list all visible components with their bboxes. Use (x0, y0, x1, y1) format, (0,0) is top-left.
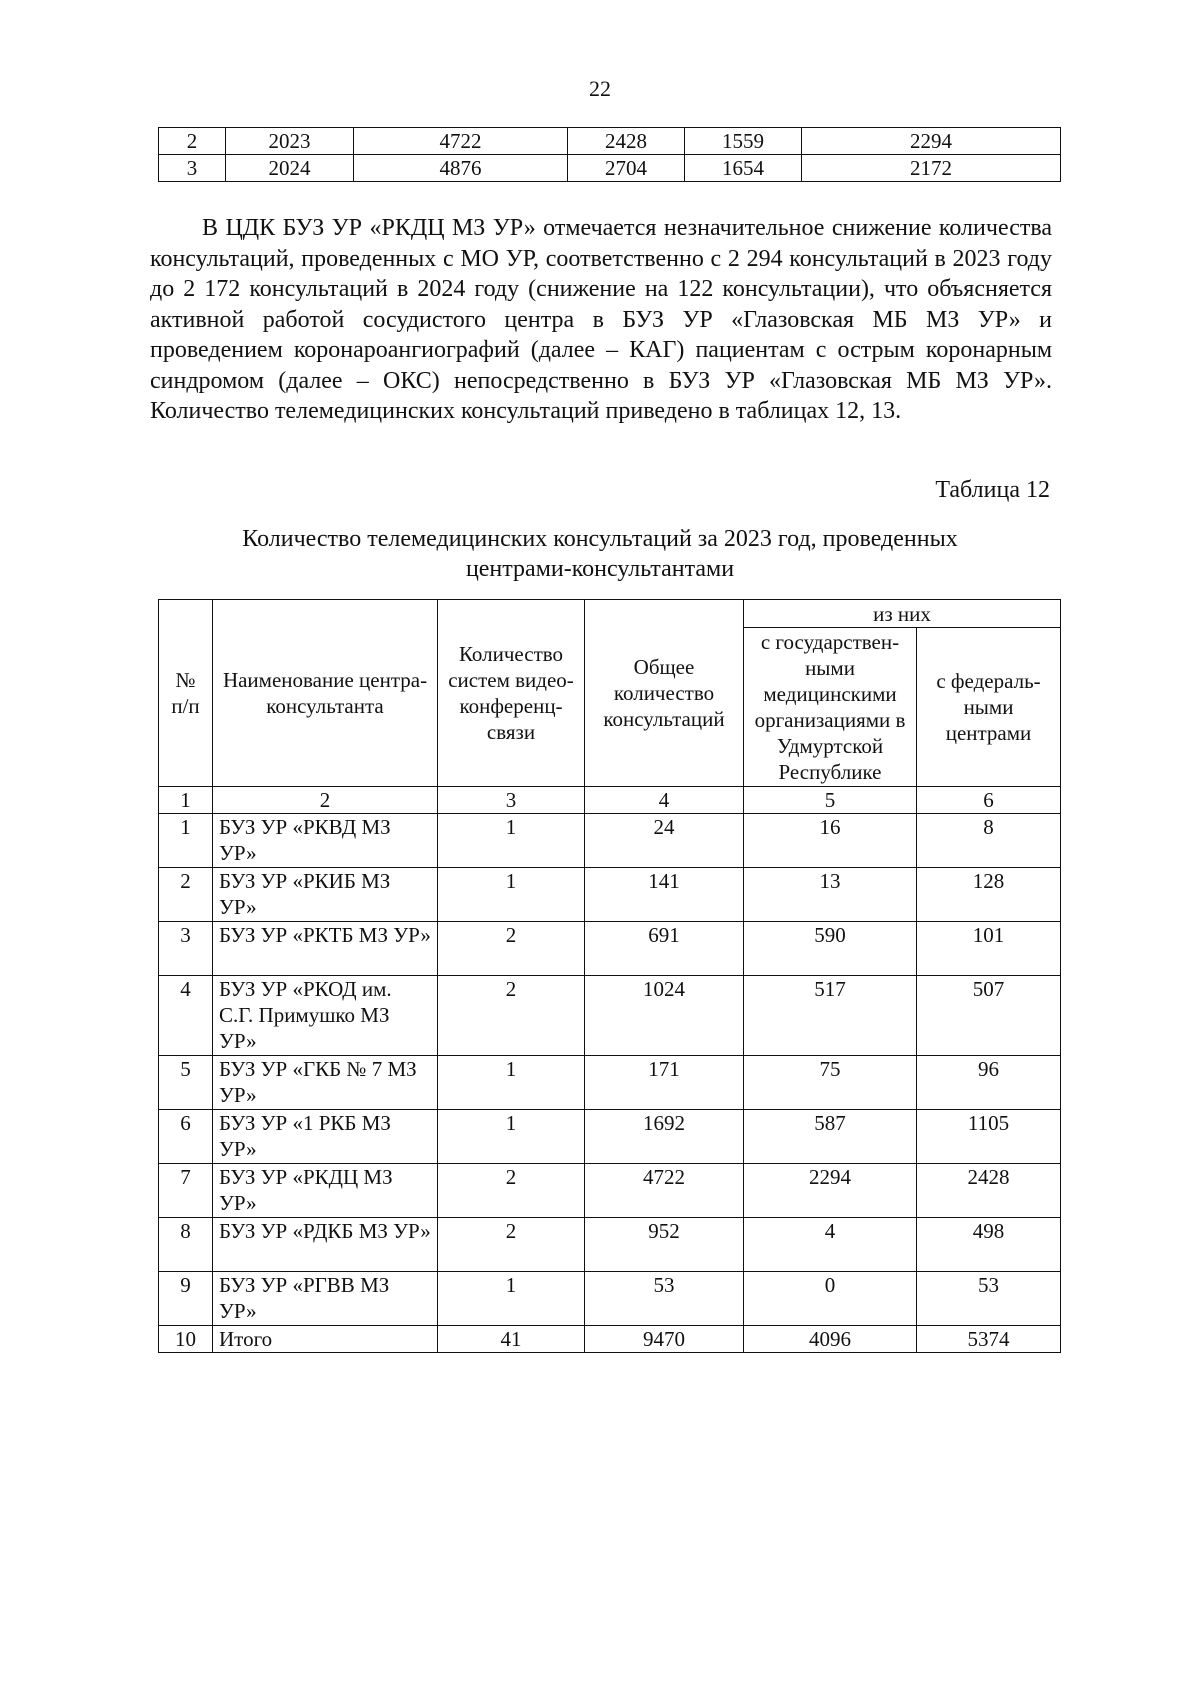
federal-count: 507 (917, 976, 1061, 1056)
table-row (159, 814, 1061, 868)
total-count: 171 (585, 1056, 744, 1110)
state-count: 517 (744, 976, 917, 1056)
state-count: 587 (744, 1110, 917, 1164)
state-count: 0 (744, 1272, 917, 1326)
column-number: 1 (159, 787, 213, 814)
state-count: 590 (744, 922, 917, 976)
federal-count: 53 (917, 1272, 1061, 1326)
systems-count: 1 (438, 1056, 585, 1110)
row-number: 2 (159, 868, 213, 922)
total-count: 24 (585, 814, 744, 868)
center-name: БУЗ УР «РКИБ МЗ УР» (213, 868, 438, 922)
column-number: 4 (585, 787, 744, 814)
header-name: Наименование центра-консультанта (213, 600, 438, 787)
systems-count: 2 (438, 976, 585, 1056)
table-cell: 2024 (226, 155, 354, 182)
systems-count: 2 (438, 1164, 585, 1218)
table-row (159, 1110, 1061, 1164)
center-name: БУЗ УР «ГКБ № 7 МЗ УР» (213, 1056, 438, 1110)
state-count: 4 (744, 1218, 917, 1272)
systems-count: 41 (438, 1326, 585, 1353)
row-number: 5 (159, 1056, 213, 1110)
total-count: 952 (585, 1218, 744, 1272)
total-row (159, 1326, 1061, 1353)
systems-count: 2 (438, 1218, 585, 1272)
header-num: № п/п (159, 600, 213, 787)
continued-table (158, 127, 1061, 182)
row-number: 7 (159, 1164, 213, 1218)
table-cell: 1654 (685, 155, 802, 182)
systems-count: 1 (438, 814, 585, 868)
table-cell: 1559 (685, 128, 802, 155)
table-cell: 2704 (568, 155, 685, 182)
header-state: с государствен-ными медицинскими организациями в Удмуртской Республике (744, 628, 917, 787)
total-count: 1024 (585, 976, 744, 1056)
column-number: 2 (213, 787, 438, 814)
row-number: 8 (159, 1218, 213, 1272)
center-name: БУЗ УР «РДКБ МЗ УР» (213, 1218, 438, 1272)
center-name: БУЗ УР «РКДЦ МЗ УР» (213, 1164, 438, 1218)
total-count: 4722 (585, 1164, 744, 1218)
federal-count: 498 (917, 1218, 1061, 1272)
systems-count: 2 (438, 922, 585, 976)
header-systems: Количество систем видео-конференц-связи (438, 600, 585, 787)
column-number: 3 (438, 787, 585, 814)
table-cell: 2172 (802, 155, 1061, 182)
table-cell: 2 (159, 128, 226, 155)
row-number: 10 (159, 1326, 213, 1353)
table-cell: 2428 (568, 128, 685, 155)
federal-count: 8 (917, 814, 1061, 868)
systems-count: 1 (438, 1272, 585, 1326)
table-caption: Таблица 12 (935, 477, 1050, 503)
paragraph-text: В ЦДК БУЗ УР «РКДЦ МЗ УР» отмечается незначительное снижение количества консультаций, проведенных с МО УР, соответственно с 2 294 консультаций в 2023 году до 2 172 консультаций в 2024 году (снижение на 122 консультации), что объясняется активной работой сосудистого центра в БУЗ УР «Глазовская МБ МЗ УР» и проведением коронароангиографий (далее – КАГ) пациентам с острым коронарным синдромом (далее – ОКС) непосредственно в БУЗ УР «Глазовская МБ МЗ УР». Количество телемедицинских консультаций приведено в таблицах 12, 13. (150, 215, 1052, 424)
table-row (159, 868, 1061, 922)
center-name: БУЗ УР «РКВД МЗ УР» (213, 814, 438, 868)
row-number: 6 (159, 1110, 213, 1164)
table-row (159, 128, 1061, 155)
table-row (159, 1272, 1061, 1326)
table-cell: 4876 (354, 155, 568, 182)
table-row (159, 922, 1061, 976)
header-federal: с федераль-ными центрами (917, 628, 1061, 787)
page-number: 22 (589, 76, 611, 101)
table-row (159, 155, 1061, 182)
federal-count: 2428 (917, 1164, 1061, 1218)
center-name: Итого (213, 1326, 438, 1353)
state-count: 2294 (744, 1164, 917, 1218)
table-row (159, 976, 1061, 1056)
row-number: 9 (159, 1272, 213, 1326)
federal-count: 1105 (917, 1110, 1061, 1164)
federal-count: 96 (917, 1056, 1061, 1110)
federal-count: 5374 (917, 1326, 1061, 1353)
table-cell: 3 (159, 155, 226, 182)
body-paragraph (150, 213, 1052, 427)
center-name: БУЗ УР «РКТБ МЗ УР» (213, 922, 438, 976)
table-title: Количество телемедицинских консультаций за 2023 год, проведенных центрами-консультантами (242, 526, 958, 582)
header-total: Общее количество консультаций (585, 600, 744, 787)
header-of-them: из них (744, 600, 1061, 628)
table-row (159, 1056, 1061, 1110)
row-number: 3 (159, 922, 213, 976)
total-count: 141 (585, 868, 744, 922)
state-count: 4096 (744, 1326, 917, 1353)
center-name: БУЗ УР «РГВВ МЗ УР» (213, 1272, 438, 1326)
table-row (159, 1164, 1061, 1218)
federal-count: 128 (917, 868, 1061, 922)
table-row (159, 1218, 1061, 1272)
table-12 (158, 599, 1061, 1353)
column-number: 5 (744, 787, 917, 814)
state-count: 16 (744, 814, 917, 868)
state-count: 13 (744, 868, 917, 922)
row-number: 1 (159, 814, 213, 868)
row-number: 4 (159, 976, 213, 1056)
total-count: 1692 (585, 1110, 744, 1164)
federal-count: 101 (917, 922, 1061, 976)
center-name: БУЗ УР «1 РКБ МЗ УР» (213, 1110, 438, 1164)
systems-count: 1 (438, 1110, 585, 1164)
total-count: 53 (585, 1272, 744, 1326)
state-count: 75 (744, 1056, 917, 1110)
systems-count: 1 (438, 868, 585, 922)
column-number: 6 (917, 787, 1061, 814)
table-cell: 4722 (354, 128, 568, 155)
total-count: 9470 (585, 1326, 744, 1353)
table-cell: 2023 (226, 128, 354, 155)
center-name: БУЗ УР «РКОД им. С.Г. Примушко МЗ УР» (213, 976, 438, 1056)
total-count: 691 (585, 922, 744, 976)
table-cell: 2294 (802, 128, 1061, 155)
